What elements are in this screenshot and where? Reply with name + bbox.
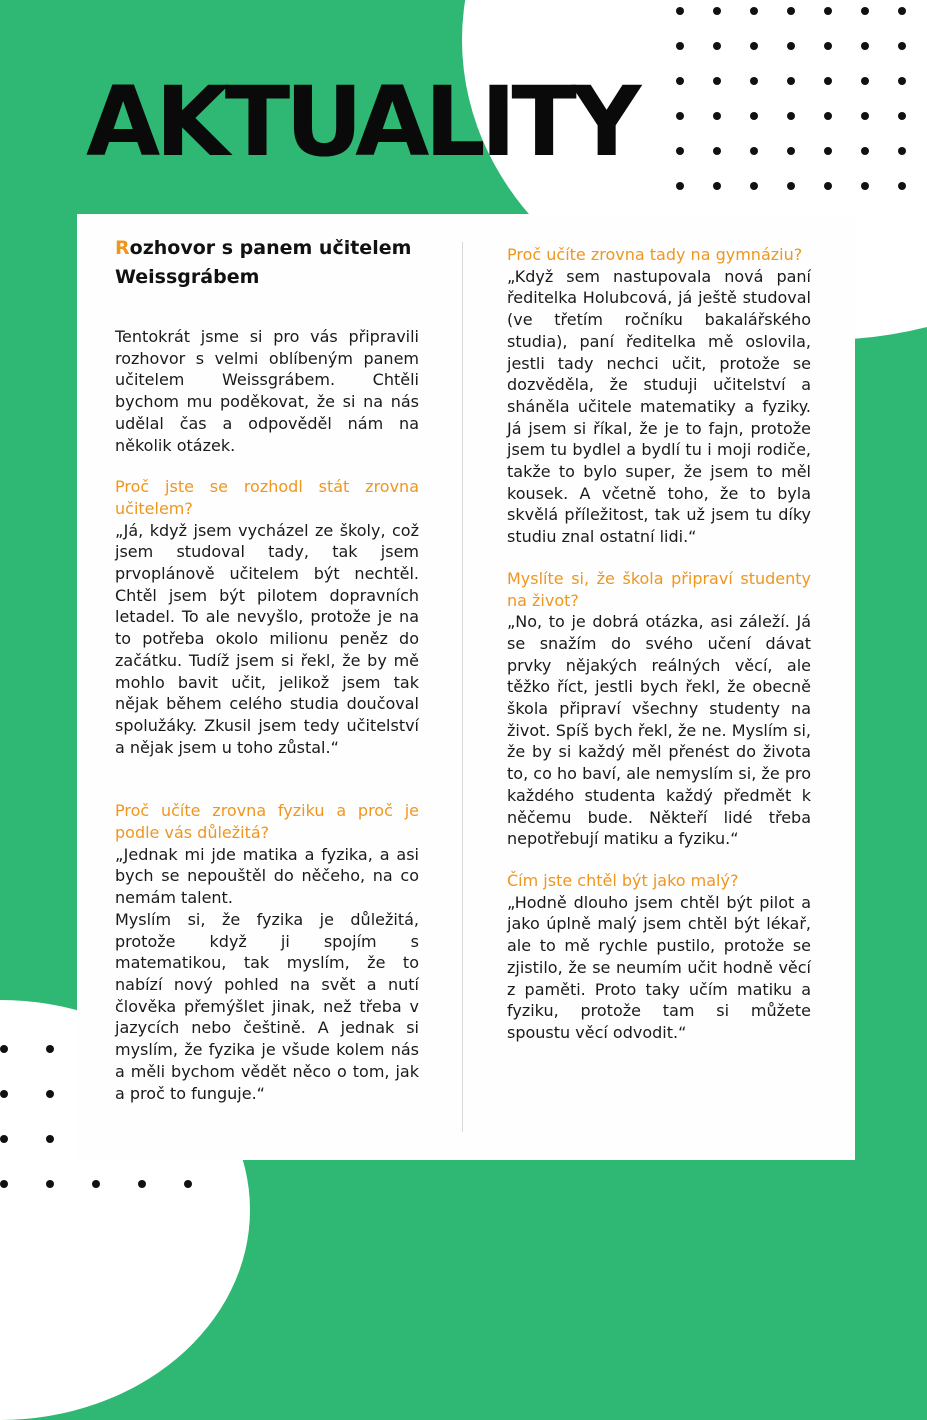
decorative-dot bbox=[787, 7, 795, 15]
decorative-dot bbox=[898, 112, 906, 120]
question-2: Proč učíte zrovna fyziku a proč je podle vás důležitá? bbox=[115, 801, 419, 843]
decorative-dot bbox=[713, 42, 721, 50]
decorative-dot bbox=[676, 147, 684, 155]
answer-1: „Já, když jsem vycházel ze školy, což jsem studoval tady, tak jsem prvoplánově učitelem být nechtěl. Chtěl jsem být pilotem dopravních letadel. To ale nevyšlo, protože je na to potřeba okolo milionu peněz do začátku. Tudíž jsem si řekl, že by mě mohlo bavit učit, jelikož jsem tak nějak během celého studia doučoval spolužáky. Zkusil jsem tedy učitelství a nějak jsem u toho zůstal.“ bbox=[115, 520, 419, 757]
decorative-dot bbox=[824, 7, 832, 15]
answer-2-part-1: „Jednak mi jde matika a fyzika, a asi bych se nepouštěl do něčeho, na co nemám talent. bbox=[115, 844, 419, 908]
decorative-dot bbox=[787, 112, 795, 120]
question-1: Proč jste se rozhodl stát zrovna učitelem? bbox=[115, 477, 419, 518]
heading-initial: R bbox=[115, 237, 130, 259]
article-card bbox=[77, 214, 855, 1160]
decorative-dot bbox=[46, 1180, 54, 1188]
decorative-dot bbox=[0, 1180, 8, 1188]
decorative-dot bbox=[46, 1090, 54, 1098]
decorative-dot bbox=[898, 7, 906, 15]
decorative-dot bbox=[824, 42, 832, 50]
decorative-dot bbox=[750, 147, 758, 155]
decorative-dot bbox=[676, 77, 684, 85]
decorative-dot bbox=[676, 182, 684, 190]
decorative-dot bbox=[676, 7, 684, 15]
decorative-dot bbox=[824, 112, 832, 120]
decorative-dot bbox=[750, 112, 758, 120]
decorative-dot bbox=[676, 42, 684, 50]
answer-5: „Hodně dlouho jsem chtěl být pilot a jako úplně malý jsem chtěl být lékař, ale to mě rychle pustilo, protože se zjistilo, že se neumím učit hodně věcí z paměti. Proto taky učím matiku a fyziku, protože tam si můžete spoustu věcí odvodit.“ bbox=[507, 892, 811, 1042]
decorative-dot bbox=[861, 182, 869, 190]
decorative-dot bbox=[861, 112, 869, 120]
heading-text: ozhovor s panem učitelem Weissgrábem bbox=[115, 237, 412, 288]
decorative-dot bbox=[898, 182, 906, 190]
decorative-dot bbox=[861, 77, 869, 85]
decorative-dot bbox=[824, 77, 832, 85]
decorative-dot bbox=[46, 1045, 54, 1053]
article-column-left bbox=[115, 234, 419, 1104]
answer-3: „Když sem nastupovala nová paní ředitelka Holubcová, já ještě studoval (ve třetím ročníku bakalářského studia), paní ředitelka mě oslovila, jestli tady nechci učit, protože se dozvěděla, že studuji učitelství a sháněla učitele matematiky a fyziky. Já jsem si říkal, že je to fajn, protože jsem tu bydlel a bydlí tu i moji rodiče, takže to bylo super, že jsem to měl kousek. A včetně toho, že to byla skvělá příležitost, tak už jsem tu díky studiu znal ostatní lidi.“ bbox=[507, 266, 811, 547]
decorative-dot bbox=[898, 77, 906, 85]
decorative-dot bbox=[861, 7, 869, 15]
decorative-dot bbox=[750, 182, 758, 190]
decorative-dot bbox=[898, 42, 906, 50]
intro-paragraph: Tentokrát jsme si pro vás připravili rozhovor s velmi oblíbeným panem učitelem Weissgrábem. Chtěli bychom mu poděkovat, že si na nás udělal čas a odpověděl nám na několik otázek. bbox=[115, 327, 419, 455]
decorative-dot-grid-top bbox=[676, 7, 906, 190]
page-title: AKTUALITY bbox=[86, 66, 637, 178]
column-divider bbox=[462, 242, 463, 1132]
decorative-dot bbox=[750, 77, 758, 85]
decorative-dot bbox=[0, 1045, 8, 1053]
answer-2-part-2: Myslím si, že fyzika je důležitá, protože když ji spojím s matematikou, tak myslím, že to nabízí nový pohled na svět a nutí člověka přemýšlet jinak, než třeba v jazycích nebo češtině. A jednak si myslím, že fyzika je všude kolem nás a měli bychom vědět něco o tom, jak a proč to funguje.“ bbox=[115, 909, 419, 1103]
decorative-dot bbox=[713, 112, 721, 120]
article-column-right bbox=[507, 244, 811, 1044]
decorative-dot bbox=[898, 147, 906, 155]
question-4: Myslíte si, že škola připraví studenty na život? bbox=[507, 568, 811, 610]
decorative-dot bbox=[861, 42, 869, 50]
answer-4: „No, to je dobrá otázka, asi záleží. Já se snažím do svého učení dávat prvky nějakých reálných věcí, ale těžko říct, jestli bych řekl, že obecně škola připraví všechny studenty na život. Spíš bych řekl, že ne. Myslím si, že by si každý měl přenést do života to, co ho baví, ale nemyslím si, že pro každého studenta každý předmět k něčemu bude. Někteří lidé třeba nepotřebují matiku a fyziku.“ bbox=[507, 612, 811, 849]
decorative-dot bbox=[750, 42, 758, 50]
decorative-dot bbox=[184, 1180, 192, 1188]
decorative-dot bbox=[676, 112, 684, 120]
decorative-dot bbox=[824, 147, 832, 155]
decorative-dot bbox=[787, 147, 795, 155]
decorative-dot bbox=[46, 1135, 54, 1143]
decorative-dot bbox=[787, 42, 795, 50]
decorative-dot bbox=[861, 147, 869, 155]
decorative-dot bbox=[138, 1180, 146, 1188]
article-heading bbox=[115, 234, 419, 292]
decorative-dot bbox=[713, 7, 721, 15]
decorative-dot bbox=[713, 182, 721, 190]
decorative-dot bbox=[713, 77, 721, 85]
decorative-dot bbox=[0, 1090, 8, 1098]
decorative-dot bbox=[824, 182, 832, 190]
decorative-dot bbox=[787, 77, 795, 85]
decorative-dot bbox=[713, 147, 721, 155]
question-5: Čím jste chtěl být jako malý? bbox=[507, 870, 739, 890]
decorative-dot bbox=[92, 1180, 100, 1188]
decorative-dot bbox=[750, 7, 758, 15]
decorative-dot bbox=[0, 1135, 8, 1143]
decorative-dot bbox=[787, 182, 795, 190]
question-3: Proč učíte zrovna tady na gymnáziu? bbox=[507, 245, 803, 264]
